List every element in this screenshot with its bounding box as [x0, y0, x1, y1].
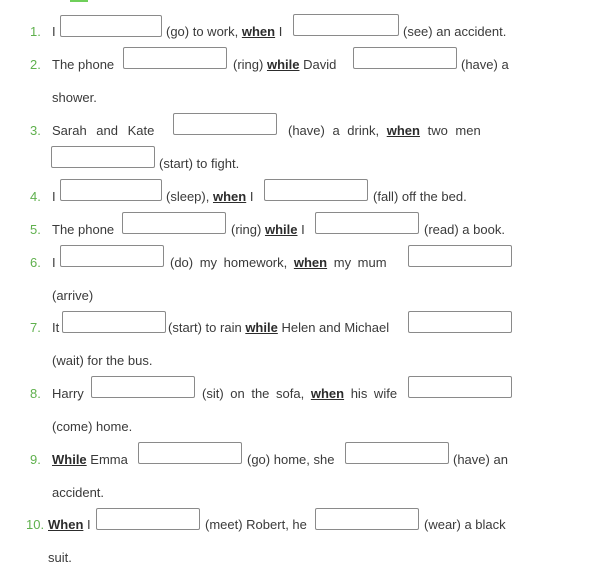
item-text: (do) my homework, when my mum	[170, 255, 387, 270]
item-text: (read) a book.	[424, 222, 505, 237]
answer-input[interactable]	[353, 47, 457, 69]
item-text: (sit) on the sofa, when his wife	[202, 386, 398, 401]
item-number: 8.	[30, 386, 41, 401]
item-text: While Emma	[52, 452, 128, 467]
item-number: 9.	[30, 452, 41, 467]
top-accent-line	[70, 0, 88, 2]
item-text: (ring) while David	[233, 57, 337, 72]
item-text: I	[52, 189, 56, 204]
answer-input[interactable]	[408, 376, 512, 398]
answer-input[interactable]	[293, 14, 399, 36]
item-text: (go) home, she	[247, 452, 335, 467]
item-number: 1.	[30, 24, 41, 39]
answer-input[interactable]	[264, 179, 368, 201]
answer-input[interactable]	[51, 146, 155, 168]
answer-input[interactable]	[60, 179, 162, 201]
item-text: accident.	[52, 485, 105, 500]
item-text: The phone	[52, 57, 115, 72]
answer-input[interactable]	[123, 47, 227, 69]
item-text: suit.	[48, 550, 72, 565]
item-number: 4.	[30, 189, 41, 204]
item-text: (start) to rain while Helen and Michael	[168, 320, 390, 335]
item-number: 7.	[30, 320, 41, 335]
item-text: I	[52, 255, 56, 270]
item-text: (fall) off the bed.	[373, 189, 467, 204]
item-number: 6.	[30, 255, 41, 270]
item-text: (sleep), when I	[166, 189, 254, 204]
item-text: When I	[48, 517, 91, 532]
answer-input[interactable]	[96, 508, 200, 530]
item-text: The phone	[52, 222, 115, 237]
item-number: 2.	[30, 57, 41, 72]
item-number: 5.	[30, 222, 41, 237]
item-text: It	[52, 320, 60, 335]
item-text: (meet) Robert, he	[205, 517, 307, 532]
item-text: (ring) while I	[231, 222, 305, 237]
item-text: (have) a	[461, 57, 509, 72]
answer-input[interactable]	[138, 442, 242, 464]
answer-input[interactable]	[408, 311, 512, 333]
answer-input[interactable]	[315, 508, 419, 530]
answer-input[interactable]	[122, 212, 226, 234]
answer-input[interactable]	[62, 311, 166, 333]
item-text: (have) an	[453, 452, 508, 467]
item-text: (arrive)	[52, 288, 94, 303]
item-text: (wait) for the bus.	[52, 353, 153, 368]
item-text: (go) to work, when I	[166, 24, 283, 39]
item-text: I	[52, 24, 56, 39]
item-text: Harry	[52, 386, 84, 401]
item-text: shower.	[52, 90, 97, 105]
answer-input[interactable]	[91, 376, 195, 398]
item-text: (come) home.	[52, 419, 133, 434]
answer-input[interactable]	[345, 442, 449, 464]
item-text: Sarah and Kate	[52, 123, 155, 138]
item-text: (see) an accident.	[403, 24, 507, 39]
item-text: (wear) a black	[424, 517, 506, 532]
answer-input[interactable]	[60, 15, 162, 37]
item-text: (start) to fight.	[159, 156, 240, 171]
answer-input[interactable]	[408, 245, 512, 267]
answer-input[interactable]	[173, 113, 277, 135]
answer-input[interactable]	[60, 245, 164, 267]
item-number: 10.	[26, 517, 45, 532]
answer-input[interactable]	[315, 212, 419, 234]
item-number: 3.	[30, 123, 41, 138]
item-text: (have) a drink, when two men	[288, 123, 481, 138]
